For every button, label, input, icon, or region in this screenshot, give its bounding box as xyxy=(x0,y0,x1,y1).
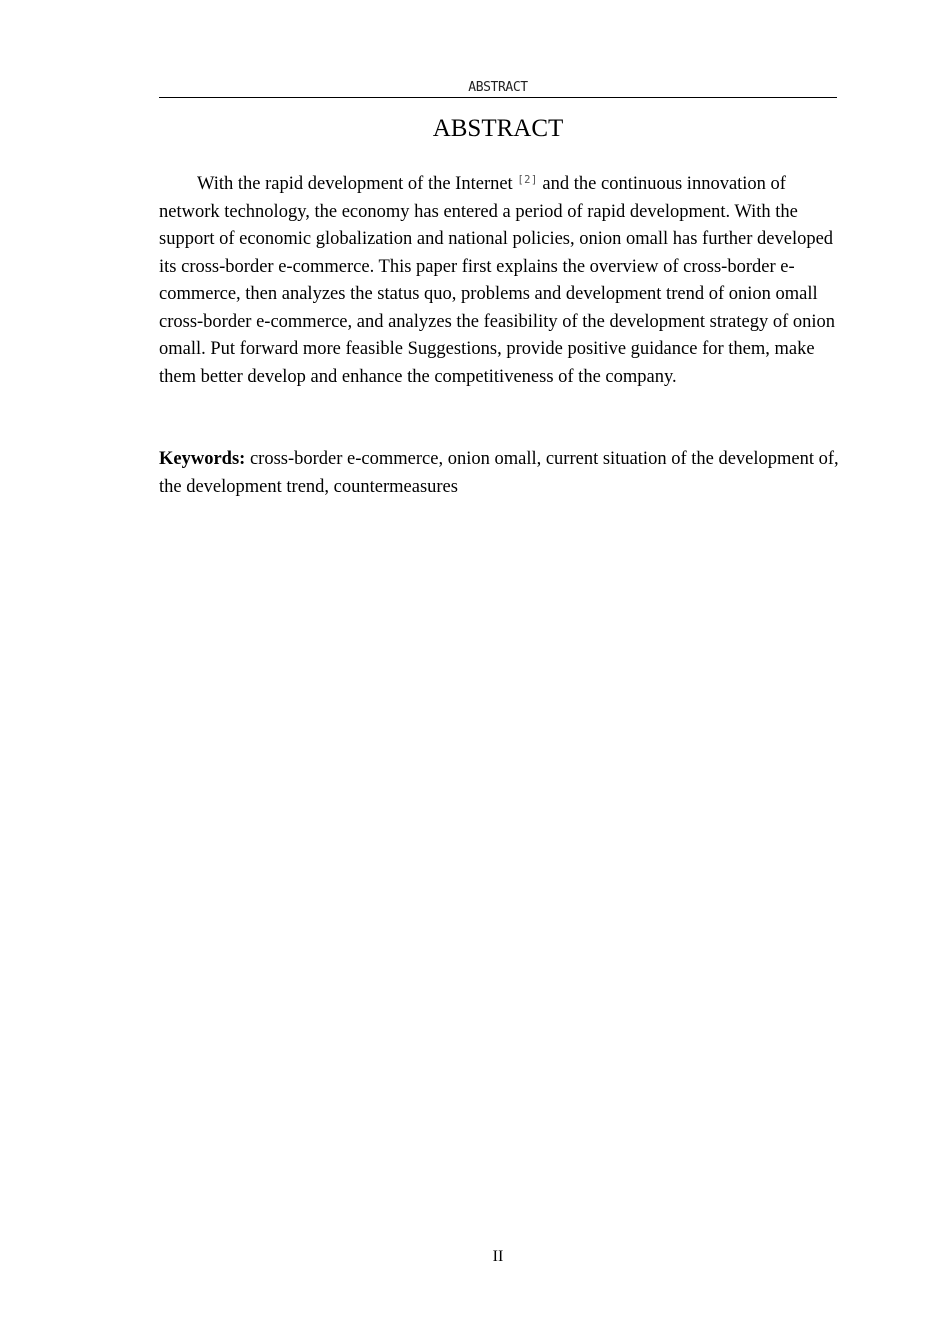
running-header-title: ABSTRACT xyxy=(468,80,528,95)
keywords-paragraph xyxy=(159,446,841,501)
keywords-label: Keywords: xyxy=(159,449,246,469)
page-number: II xyxy=(492,1248,504,1265)
page-title: ABSTRACT xyxy=(432,115,564,142)
keywords-text: cross-border e-commerce, onion omall, current situation of the development of, the development trend, countermeasures xyxy=(159,449,839,497)
abstract-text-part2: and the continuous innovation of network technology, the economy has entered a period of rapid development. With the support of economic globalization and national policies, onion omall has further developed its cross-border e-commerce. This paper first explains the overview of cross-border e-commerce, then analyzes the status quo, problems and development trend of onion omall cross-border e-commerce, and analyzes the feasibility of the development strategy of onion omall. Put forward more feasible Suggestions, provide positive guidance for them, make them better develop and enhance the competitiveness of the company. xyxy=(159,174,836,387)
abstract-text-part1: With the rapid development of the Internet xyxy=(197,174,518,194)
citation-reference: [2] xyxy=(517,174,538,186)
abstract-paragraph xyxy=(159,171,837,391)
running-header xyxy=(159,78,837,98)
